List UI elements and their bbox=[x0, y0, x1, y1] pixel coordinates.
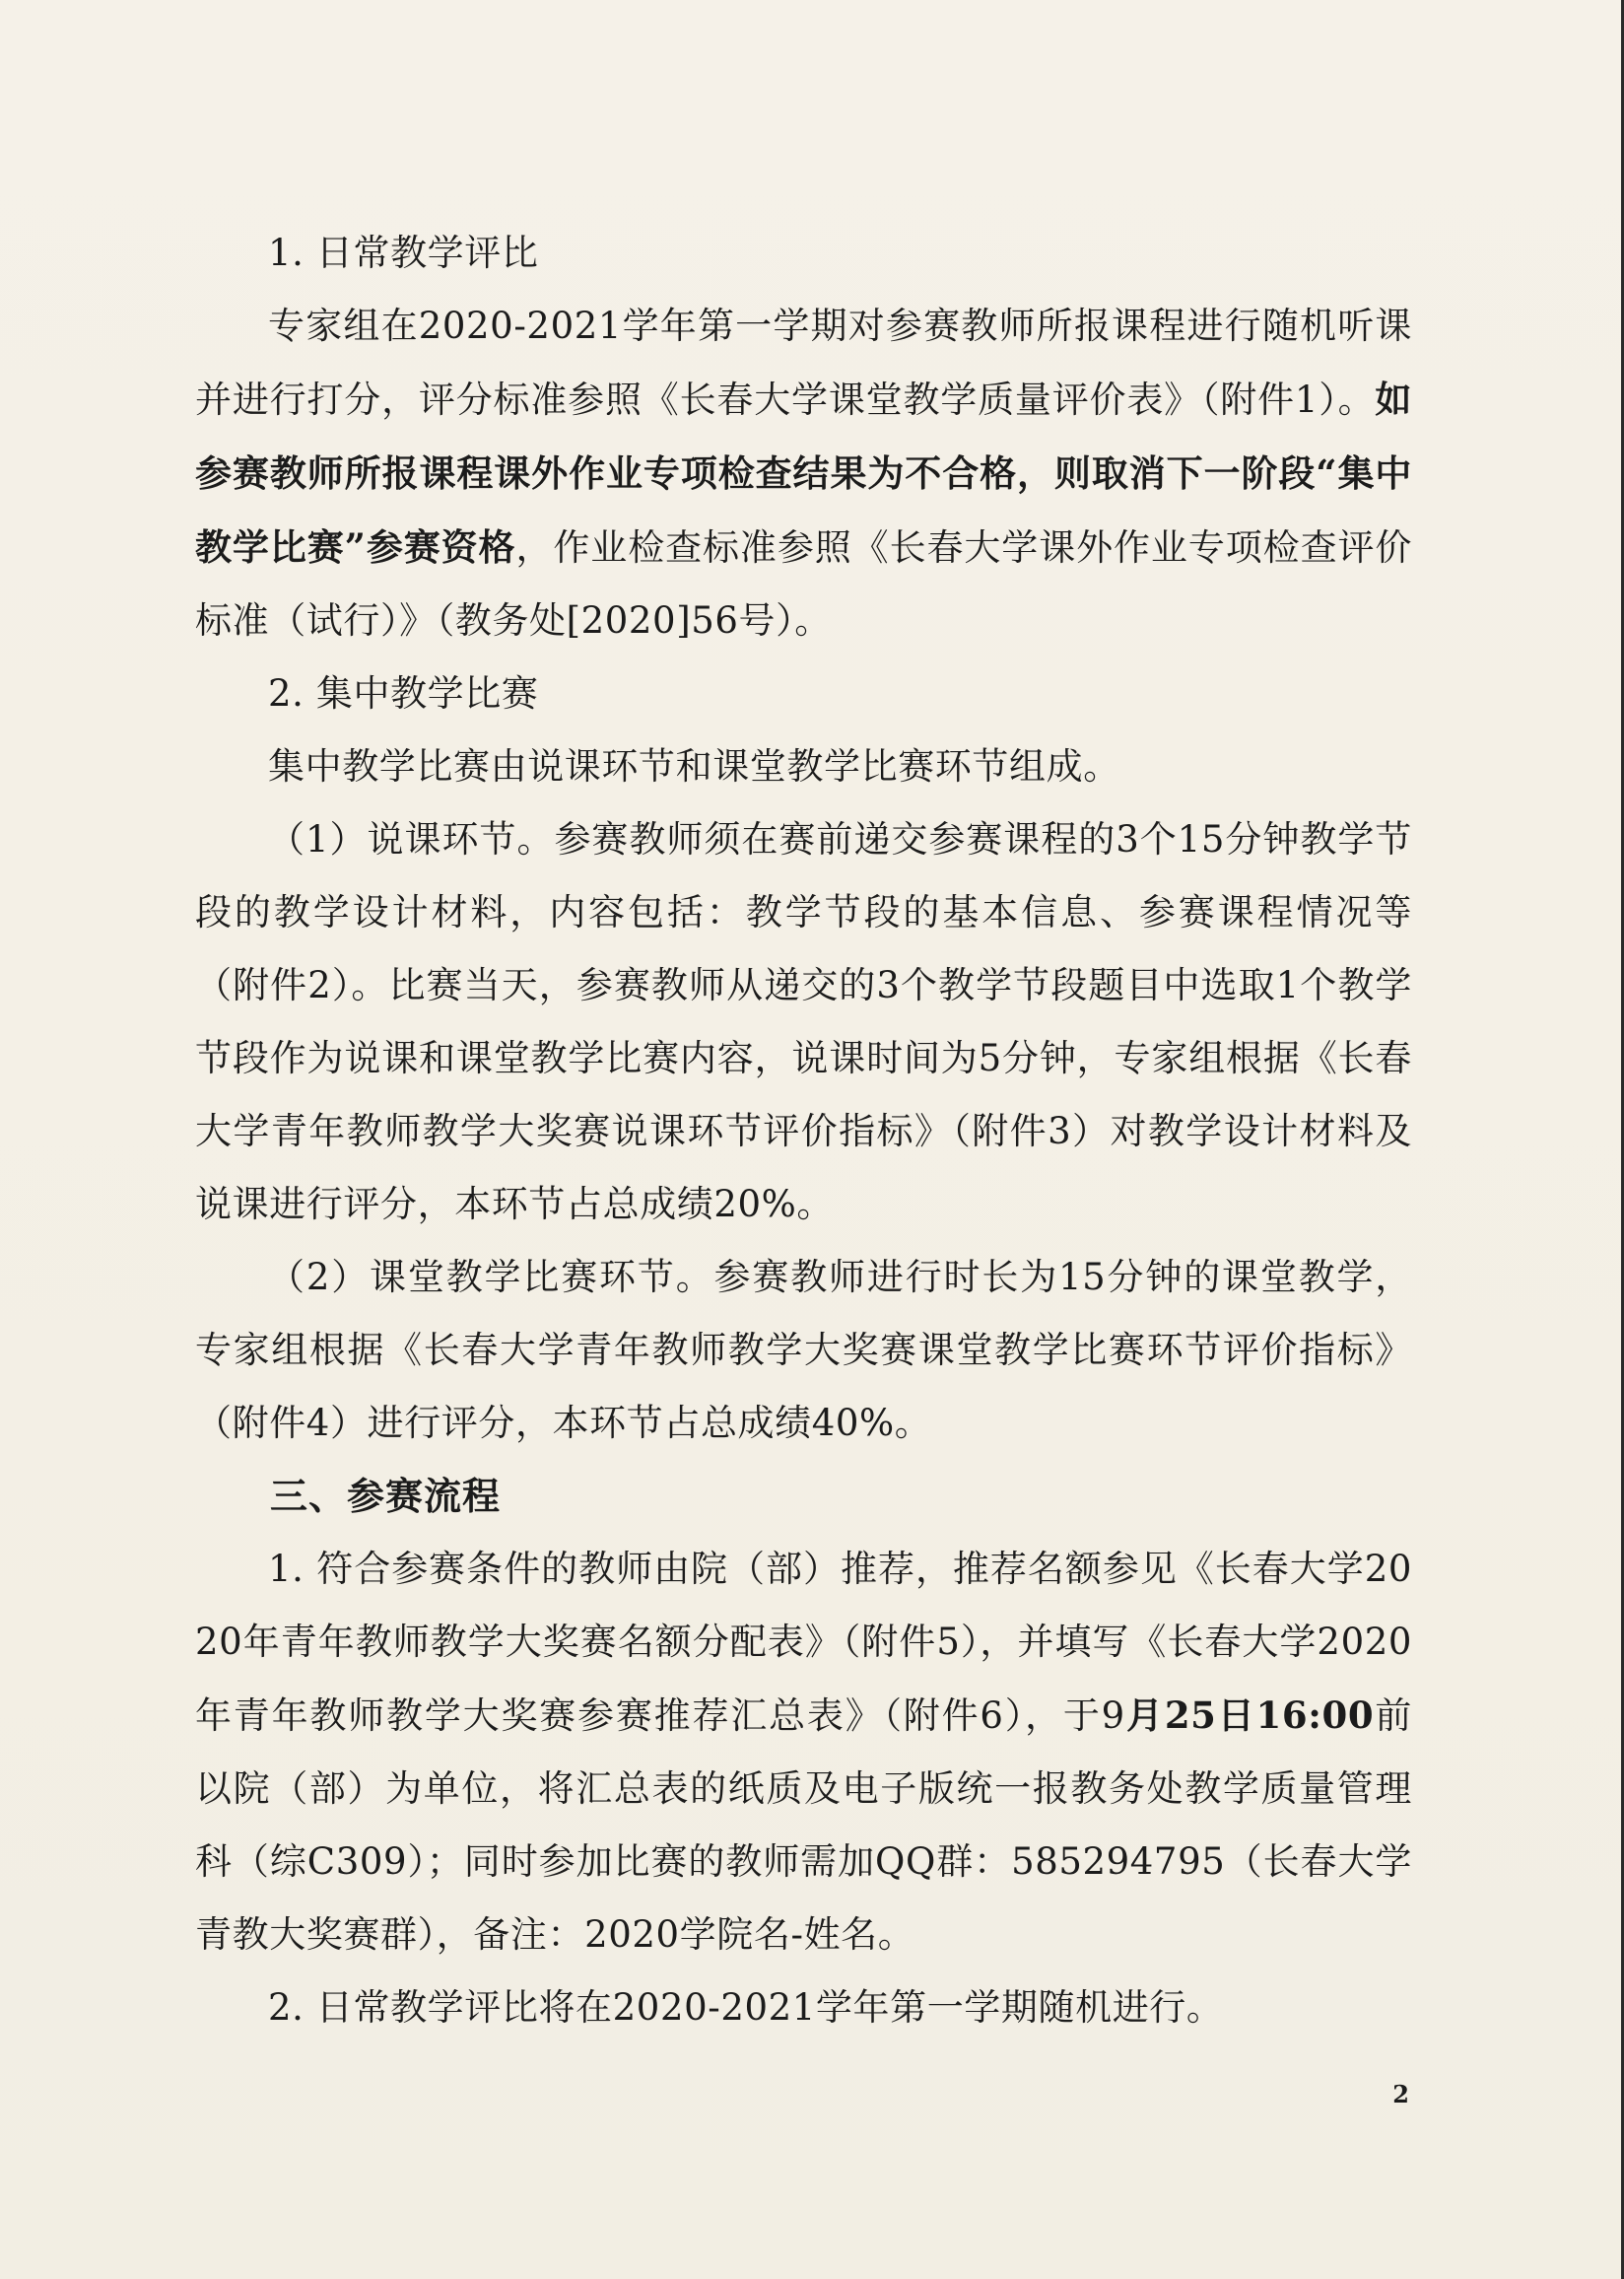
section-2-lecture-paragraph: （1）说课环节。参赛教师须在赛前递交参赛课程的3个15分钟教学节段的教学设计材料，内容包括：教学节段的基本信息、参赛课程情况等（附件2）。比赛当天，参赛教师从递交的3个教学节段题目中选取1个教学节段作为说课和课堂教学比赛内容，说课时间为5分钟，专家组根据《长春大学青年教师教学大奖赛说课环节评价指标》（附件3）对教学设计材料及说课进行评分，本环节占总成绩20%。 bbox=[195, 818, 1412, 1225]
section-1-paragraph bbox=[195, 290, 1412, 657]
page-number: 2 bbox=[1392, 2080, 1409, 2108]
section-3-text-c: 前以院（部）为单位，将汇总表的纸质及电子版统一报教务处教学质量管理科（综C309）；同时参加比赛的教师需加QQ群：585294795（长春大学青教大奖赛群），备注：2020学院名-姓名。 bbox=[195, 1694, 1412, 1956]
section-1-bold-text: 如参赛教师所报课程课外作业专项检查结果为不合格，则取消下一阶段“集中教学比赛”参赛资格 bbox=[195, 378, 1412, 569]
document-body bbox=[195, 217, 1412, 2044]
section-3-paragraph-1 bbox=[195, 1533, 1412, 1971]
section-1-text-a: 专家组在2020-2021学年第一学期对参赛教师所报课程进行随机听课并进行打分，评分标准参照《长春大学课堂教学质量评价表》（附件1）。 bbox=[195, 305, 1412, 421]
section-2-title: 2. 集中教学比赛 bbox=[268, 672, 539, 715]
section-3-heading: 三、参赛流程 bbox=[270, 1474, 502, 1518]
section-2-intro: 集中教学比赛由说课环节和课堂教学比赛环节组成。 bbox=[268, 745, 1120, 788]
section-3-paragraph-2: 2. 日常教学评比将在2020-2021学年第一学期随机进行。 bbox=[268, 1986, 1224, 2029]
section-2-classroom-paragraph: （2）课堂教学比赛环节。参赛教师进行时长为15分钟的课堂教学，专家组根据《长春大学青年教师教学大奖赛课堂教学比赛环节评价指标》（附件4）进行评分，本环节占总成绩40%。 bbox=[195, 1256, 1412, 1444]
section-3-deadline: 月25日16:00 bbox=[1124, 1693, 1375, 1737]
section-1-text-c: ，作业检查标准参照《长春大学课外作业专项检查评价标准（试行）》（教务处[2020]56号）。 bbox=[195, 526, 1412, 642]
section-1-title: 1. 日常教学评比 bbox=[268, 232, 539, 274]
section-3-text-a: 1. 符合参赛条件的教师由院（部）推荐，推荐名额参见《长春大学2020年青年教师教学大奖赛名额分配表》（附件5），并填写《长春大学2020年青年教师教学大奖赛参赛推荐汇总表》（附件6），于9 bbox=[195, 1548, 1412, 1737]
